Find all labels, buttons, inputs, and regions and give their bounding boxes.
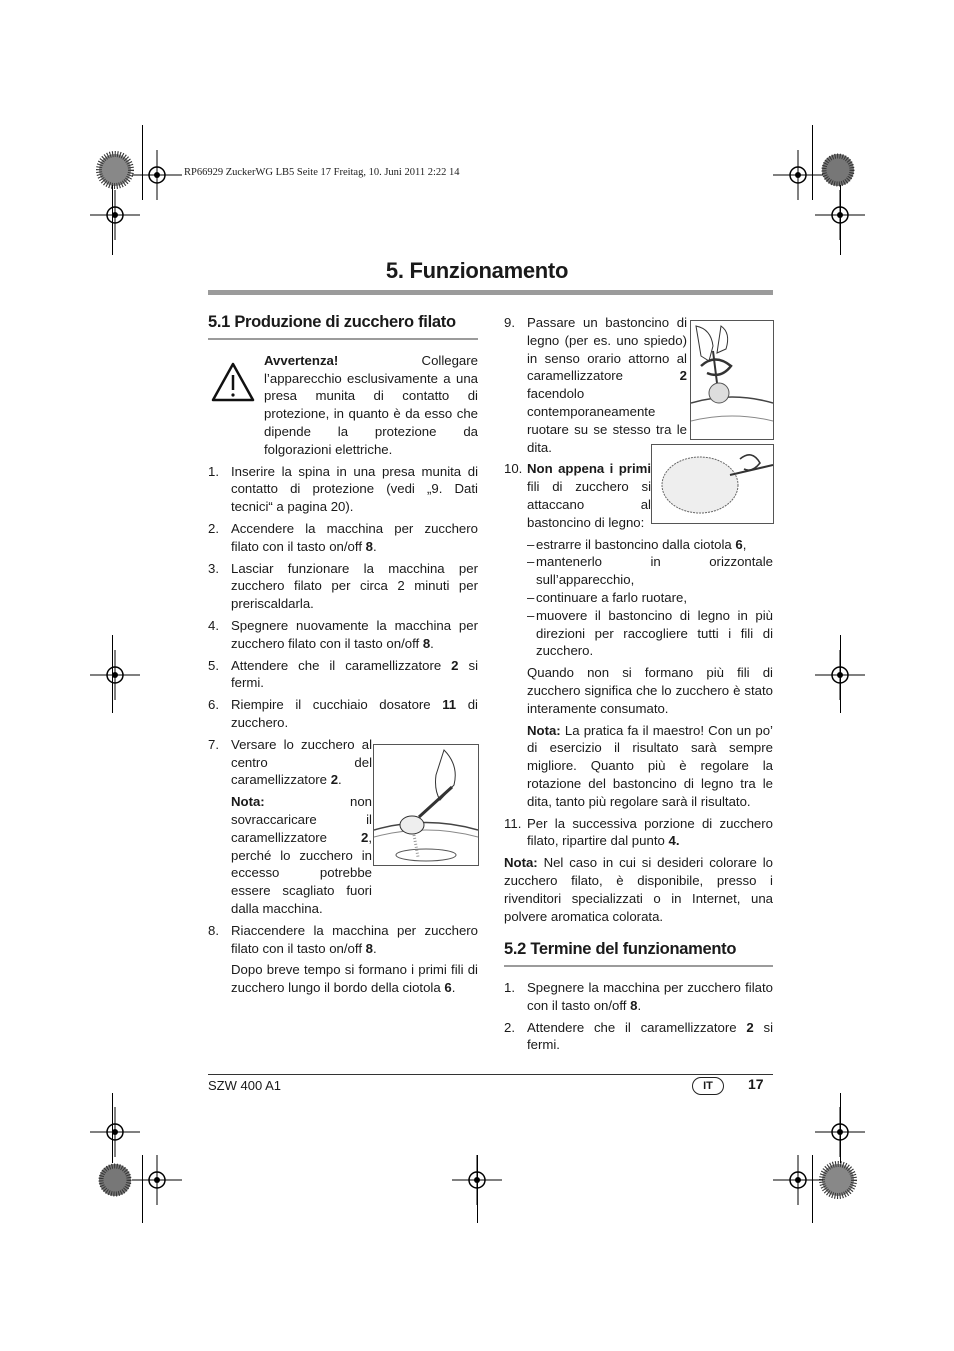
note-text: Nel caso in cui si desideri colorare lo zucchero filato, è disponibile, presso i rivenditori specializzati o in Internet, una polvere aromatica colorata. [504, 855, 773, 924]
dash-text: mantenerlo in orizzontale sull’apparecchio, [536, 554, 773, 588]
item-text: Riaccendere la macchina per zucchero filato con il tasto on/off [231, 922, 478, 956]
item-number: 10. [504, 461, 523, 477]
stick-figure [690, 320, 774, 440]
registration-mark-icon [818, 1160, 858, 1200]
item-text: Inserire la spina in una presa munita di contatto di protezione (vedi „9. Dati tecnici“ a pagina 20). [231, 463, 478, 515]
item-text: Attendere che il caramellizzatore [527, 1019, 747, 1035]
language-badge: IT [692, 1077, 724, 1095]
warning-text: Collegare l’apparecchio esclusivamente a una presa munita di contatto di protezione, in quanto è da esso che dipende la protezione da folgorazioni elettriche. [264, 352, 478, 457]
paragraph-text: Dopo breve tempo si formano i primi fili di zucchero lungo il bordo della ciotola [231, 962, 478, 996]
item-number: 9. [504, 315, 515, 330]
crop-line [812, 1155, 813, 1223]
warning-block [208, 352, 478, 459]
crosshair-icon [90, 650, 140, 700]
item-tail: . [430, 635, 434, 651]
list-item [208, 696, 478, 732]
paragraph: Quando non si formano più fili di zucchero significa che lo zucchero è stato interamente consumato. [527, 665, 773, 716]
note-label: Nota: [231, 794, 265, 810]
crosshair-icon [90, 190, 140, 240]
item-number: 4. [208, 617, 219, 633]
left-column [208, 314, 478, 1001]
item-number: 11. [504, 815, 522, 831]
dash-item [504, 607, 773, 660]
item-bold: 8 [365, 538, 373, 554]
note-bold: 2 [360, 829, 369, 845]
item-tail: . [338, 772, 342, 788]
list-item [208, 463, 478, 516]
list-item [504, 979, 773, 1015]
warning-label: Avvertenza! [264, 352, 339, 368]
dash-glyph: – [527, 554, 535, 570]
item-text: Versare lo zucchero al centro del caramellizzatore [231, 736, 372, 788]
paragraph-bold: 6 [444, 980, 452, 996]
dash-tail: , [742, 536, 747, 552]
item-text: fili di zucchero si attaccano al bastoncino di legno: [527, 479, 651, 530]
crop-line [840, 185, 841, 255]
dash-glyph: – [527, 589, 535, 605]
item-bold: 8 [630, 997, 638, 1013]
paragraph-tail: . [451, 980, 456, 996]
item-bold: Non appena i primi [527, 461, 651, 477]
item-number: 5. [208, 657, 219, 673]
item-text: Lasciar funzionare la macchina per zucchero filato per circa 2 minuti per preriscaldarla. [231, 560, 478, 612]
item-tail: si fermi. [527, 1019, 774, 1053]
crop-line [112, 185, 113, 255]
final-note [504, 854, 773, 925]
list-item [208, 560, 478, 613]
dash-item [504, 553, 773, 589]
dash-glyph: – [527, 536, 535, 552]
item-text: Spegnere la macchina per zucchero filato con il tasto on/off [527, 980, 773, 1013]
crop-line [112, 635, 113, 713]
page-number: 17 [748, 1076, 764, 1092]
note [504, 722, 773, 811]
item-bold: 2 [330, 772, 339, 788]
dash-glyph: – [527, 607, 535, 623]
list-item [208, 657, 478, 693]
crosshair-icon [773, 1155, 823, 1205]
registration-mark-icon [818, 150, 858, 190]
dash-text: muovere il bastoncino di legno in più direzioni per raccogliere tutti i fili di zucchero. [536, 607, 773, 659]
dash-item [504, 536, 773, 554]
item-bold: 2 [451, 657, 459, 673]
item-bold: 2 [746, 1019, 754, 1035]
crop-line [477, 1155, 478, 1223]
item-number: 2. [504, 1019, 515, 1035]
dash-bold: 6 [735, 536, 743, 552]
note-text: La pratica fa il maestro! Con un po’ di esercizio il risultato sarà sempre migliore. Quanto più è regolare la rotazione del bastoncino di legno tra le dita, tanto più regolare sarà il risultato. [527, 722, 773, 809]
paragraph [208, 961, 478, 997]
section-rule [504, 965, 773, 967]
note-tail: , perché lo zucchero in eccesso potrebbe essere scagliato fuori dalla macchina. [231, 829, 372, 916]
crop-line [812, 125, 813, 200]
crop-line [112, 1093, 113, 1163]
item-number: 2. [208, 520, 219, 536]
dash-text: continuare a farlo ruotare, [536, 589, 688, 605]
item-tail: di zucchero. [231, 697, 478, 730]
item-text: Per la successiva porzione di zucchero filato, ripartire dal punto [527, 815, 773, 849]
section-title: 5.2 Termine del funzionamento [504, 940, 737, 959]
item-number: 1. [504, 980, 515, 996]
item-number: 1. [208, 463, 219, 479]
cotton-candy-figure [651, 444, 774, 524]
crop-line [142, 1155, 143, 1223]
item-bold: 8 [365, 940, 373, 956]
crosshair-icon [90, 1107, 140, 1157]
item-text: Accendere la macchina per zucchero filato con il tasto on/off [231, 520, 478, 554]
item-tail: si fermi. [231, 657, 478, 691]
item-number: 3. [208, 560, 219, 576]
note-label: Nota: [504, 855, 538, 871]
print-header: RP66929 ZuckerWG LB5 Seite 17 Freitag, 10. Juni 2011 2:22 14 [184, 167, 460, 178]
list-item [208, 617, 478, 653]
item-number: 8. [208, 922, 219, 938]
crop-line [840, 1093, 841, 1163]
spoon-figure [373, 744, 479, 866]
footer-rule [208, 1074, 773, 1075]
footer-model: SZW 400 A1 [208, 1078, 281, 1093]
item-bold: 8 [422, 635, 431, 651]
registration-mark-icon [95, 1160, 135, 1200]
item-number: 7. [208, 736, 219, 752]
list-item [208, 922, 478, 958]
crosshair-icon [132, 1155, 182, 1205]
section-title: 5.1 Produzione di zucchero filato [208, 313, 456, 331]
warning-triangle-icon [211, 362, 255, 402]
dash-text: estrarre il bastoncino dalla ciotola [536, 536, 736, 552]
list-item [208, 520, 478, 556]
registration-mark-icon [95, 150, 135, 190]
item-tail: . [637, 997, 642, 1013]
page-title: 5. Funzionamento [385, 258, 569, 283]
item-bold: 2 [679, 368, 687, 384]
list-item [504, 815, 773, 851]
crop-line [840, 635, 841, 713]
dash-item [504, 589, 773, 607]
section-rule [208, 338, 478, 340]
item-tail: . [373, 538, 377, 554]
note-label: Nota: [527, 722, 561, 738]
item-bold: 4. [668, 833, 680, 849]
item-tail: . [373, 940, 377, 956]
item-text: Riempire il cucchiaio dosatore [231, 697, 443, 713]
note-text: non sovraccaricare il caramellizzatore [231, 794, 372, 845]
item-number: 6. [208, 697, 219, 713]
item-text: Attendere che il caramellizzatore [231, 657, 452, 673]
item-bold: 11 [442, 697, 457, 713]
title-rule [208, 290, 773, 295]
item-text: Passare un bastoncino di legno (per es. uno spiedo) in senso orario attorno al caramellizzatore [527, 315, 687, 384]
crop-line [142, 125, 143, 200]
list-item [504, 1019, 773, 1055]
item-tail: facendolo contemporaneamente ruotare su se stesso tra le dita. [527, 386, 687, 455]
item-text: Spegnere nuovamente la macchina per zucchero filato con il tasto on/off [231, 617, 478, 651]
